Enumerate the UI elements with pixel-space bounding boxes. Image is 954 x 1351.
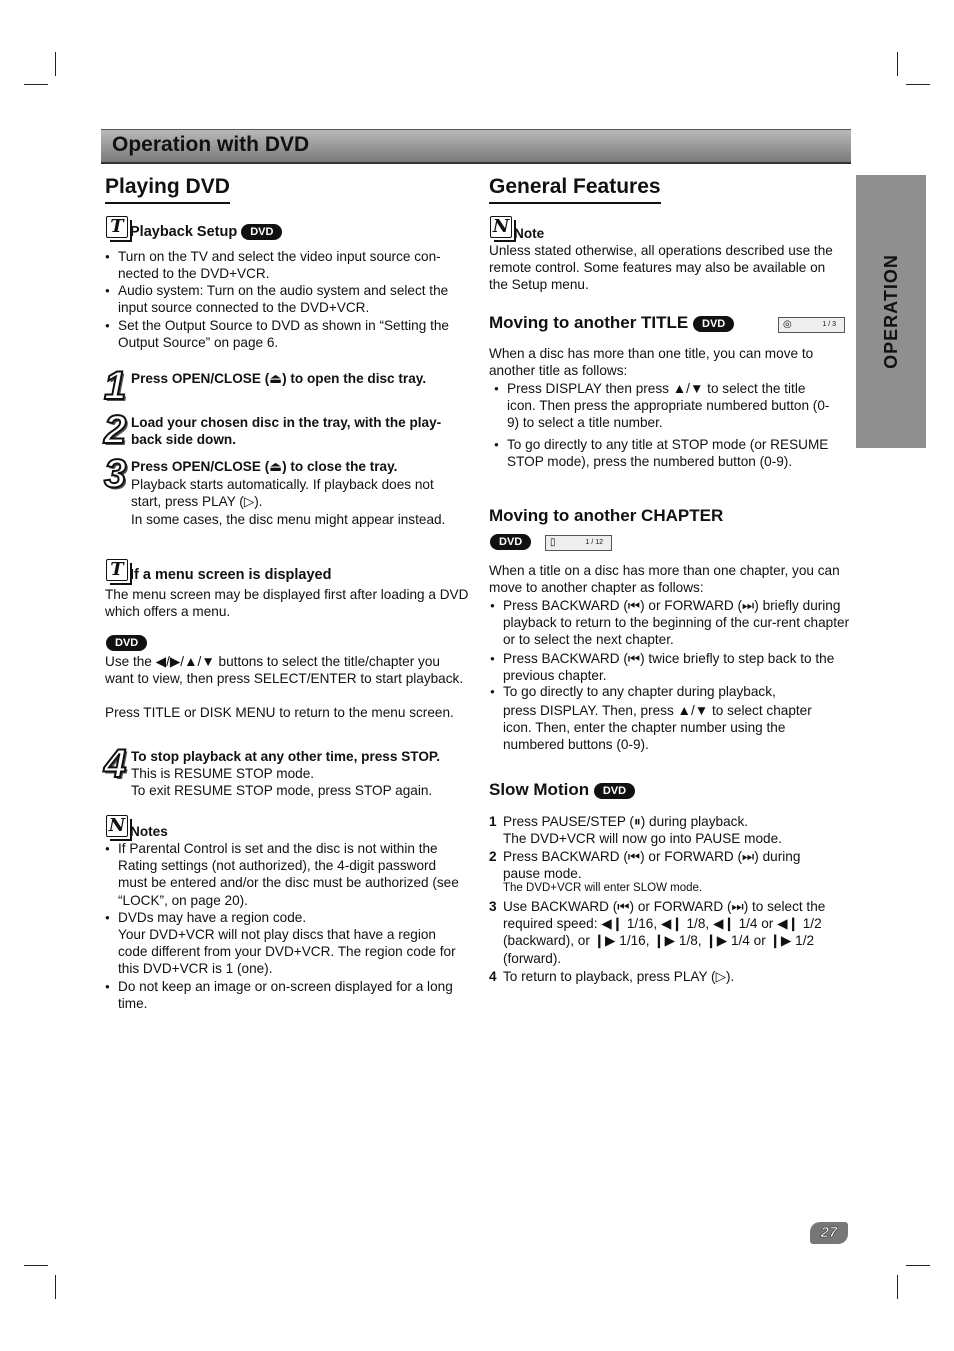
dvd-badge: DVD [241, 224, 282, 240]
crop-mark [55, 52, 56, 76]
slow-step-text: Press PAUSE/STEP (⏸) during playback. [503, 814, 749, 829]
step-number-1: 1 [104, 364, 127, 408]
slow-step-number: 1 [489, 814, 497, 829]
notes-heading: Notes [130, 824, 168, 839]
slow-step-text: Press BACKWARD (⏮) or FORWARD (⏭) during pause mode. [503, 849, 801, 882]
list-item: ● Turn on the TV and select the video input source con-nected to the DVD+VCR. [118, 248, 468, 282]
tip-icon: T [106, 559, 128, 581]
title-section-intro: When a disc has more than one title, you can move to another title as follows: [489, 346, 814, 379]
note-heading: Note [514, 226, 545, 241]
dvd-badge: DVD [594, 783, 635, 799]
slow-step-number: 4 [489, 969, 497, 984]
chapter-section-intro: When a title on a disc has more than one chapter, you can move to another chapter as follows: [489, 563, 840, 596]
note-text: Unless stated otherwise, all operations described use the remote control. Some features may also be available on the Setup menu. [489, 243, 833, 293]
step-number-2: 2 [104, 408, 127, 452]
crop-mark [24, 84, 48, 85]
slow-step-number: 3 [489, 899, 497, 914]
list-item: ● Press BACKWARD (⏮) twice briefly to step back to the previous chapter. [503, 650, 853, 684]
list-item: ● Press BACKWARD (⏮) or FORWARD (⏭) briefly during playback to return to the beginning of the cur-rent chapter or to select the next chapter. [503, 597, 853, 649]
dvd-menu-text: Use the ◀/▶/▲/▼ buttons to select the title/chapter you want to view, then press SELECT/ENTER to start playback. [105, 654, 464, 687]
slow-step-text: To return to playback, press PLAY (▷). [503, 969, 735, 984]
chapter-icon: ▯ [550, 537, 556, 548]
crop-mark [24, 1265, 48, 1266]
tip-icon: T [106, 216, 128, 238]
step-1-text: Press OPEN/CLOSE (⏏) to open the disc tray. [131, 371, 427, 386]
crop-mark [906, 1265, 930, 1266]
dvd-badge: DVD [106, 635, 147, 651]
chapter-osd [545, 535, 612, 551]
dvd-badge: DVD [693, 316, 734, 332]
step-4-detail: This is RESUME STOP mode. [131, 766, 315, 781]
dvd-menu-text: Press TITLE or DISK MENU to return to the menu screen. [105, 705, 454, 720]
region-code-text: Your DVD+VCR will not play discs that have a region code different from your DVD+VCR. The region code for this DVD+VCR is 1 (one). [118, 927, 456, 977]
chapter-osd-value: 1 / 12 [585, 539, 603, 546]
step-2-text: Load your chosen disc in the tray, with the play-back side down. [131, 415, 442, 448]
step-3-text: Press OPEN/CLOSE (⏏) to close the tray. [131, 459, 398, 474]
section-tab-label: OPERATION [880, 254, 901, 369]
step-4-detail: To exit RESUME STOP mode, press STOP again. [131, 783, 433, 798]
slow-step-text: Use BACKWARD (⏮) or FORWARD (⏭) to select the required speed: ◀❙ 1/16, ◀❙ 1/8, ◀❙ 1/4 or ◀❙ 1/2 (backward), or ❙▶ 1/16, ❙▶ 1/8, ❙▶ 1/4 or ❙▶ 1/2 (forward). [503, 899, 826, 966]
menu-screen-heading: If a menu screen is displayed [130, 567, 332, 583]
playback-setup-heading: Playback Setup DVD [130, 224, 282, 241]
slow-step-detail: The DVD+VCR will enter SLOW mode. [503, 882, 703, 894]
general-features-heading: General Features [489, 175, 661, 204]
slow-step-number: 2 [489, 849, 497, 864]
list-item: ● Do not keep an image or on-screen displayed for a long time. [118, 978, 468, 1012]
title-section-heading: Moving to another TITLE DVD [489, 313, 734, 333]
crop-mark [897, 52, 898, 76]
note-icon: N [490, 216, 512, 238]
step-3-detail: In some cases, the disc menu might appear instead. [131, 512, 446, 527]
slow-motion-heading: Slow Motion DVD [489, 780, 635, 800]
title-osd-value: 1 / 3 [822, 321, 836, 328]
list-item: ● Audio system: Turn on the audio system and select the input source connected to the DVD+VCR. [118, 282, 468, 316]
step-3-detail: Playback starts automatically. If playback does not start, press PLAY (▷). [131, 477, 434, 510]
page-number: 27 [810, 1222, 848, 1244]
slow-step-detail: The DVD+VCR will now go into PAUSE mode. [503, 831, 782, 846]
menu-screen-text: The menu screen may be displayed first after loading a DVD which offers a menu. [105, 587, 469, 620]
crop-mark [906, 84, 930, 85]
page-title: Operation with DVD [112, 133, 310, 156]
step-4-text: To stop playback at any other time, press STOP. [131, 749, 440, 764]
crop-mark [897, 1275, 898, 1299]
list-item: ● To go directly to any chapter during playback, [503, 683, 853, 700]
note-icon: N [106, 815, 128, 837]
step-number-4: 4 [104, 742, 127, 786]
chapter-section-heading: Moving to another CHAPTER [489, 506, 724, 525]
dvd-badge: DVD [490, 534, 531, 550]
title-osd [778, 317, 845, 333]
playing-dvd-heading: Playing DVD [105, 175, 230, 204]
step-number-3: 3 [104, 452, 127, 496]
list-item: ● If Parental Control is set and the disc is not within the Rating settings (not authorized), the 4-digit password must be entered and/or the disc must be authorized (see “LOCK”, on page 20). [118, 840, 468, 909]
section-tab-label-wrap [856, 175, 926, 448]
list-item: ● To go directly to any title at STOP mode (or RESUME STOP mode), press the numbered button (0-9). [507, 436, 837, 470]
list-item: ● Press DISPLAY then press ▲/▼ to select the title icon. Then press the appropriate numbered button (0-9) to select a title number. [507, 380, 837, 432]
list-item: ● DVDs may have a region code. [118, 909, 468, 926]
disc-icon: ◎ [783, 319, 792, 330]
crop-mark [55, 1275, 56, 1299]
list-item: ● Set the Output Source to DVD as shown in “Setting the Output Source” on page 6. [118, 317, 468, 351]
chapter-section-text: press DISPLAY. Then, press ▲/▼ to select chapter icon. Then, enter the chapter number using the numbered buttons (0-9). [503, 703, 812, 753]
